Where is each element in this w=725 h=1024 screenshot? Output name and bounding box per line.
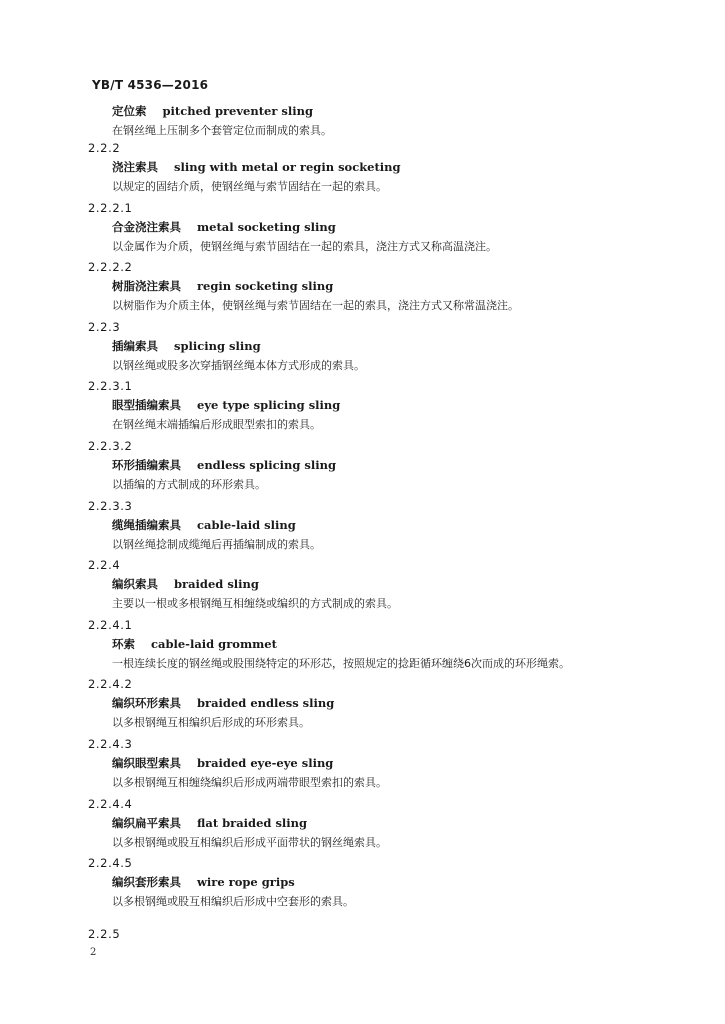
term-chinese: 插编索具	[112, 338, 158, 353]
term-entry	[0, 558, 725, 618]
clause-number: 2.2.2.2	[88, 260, 133, 275]
term-entry	[0, 104, 725, 141]
term-entry	[0, 737, 725, 797]
term-line	[112, 875, 295, 890]
term-chinese: 定位索	[112, 104, 147, 118]
term-chinese: 编织扁平索具	[112, 815, 181, 830]
term-english: cable-laid grommet	[151, 636, 277, 651]
page-number: 2	[90, 947, 97, 958]
clause-number-next: 2.2.5	[88, 927, 121, 941]
clause-number: 2.2.4.3	[88, 736, 133, 751]
clause-number: 2.2.4	[88, 558, 121, 573]
term-definition: 以多根钢绳或股互相编织后形成中空套形的索具。	[112, 895, 354, 909]
term-chinese: 缆绳插编索具	[112, 517, 181, 532]
term-entry	[0, 618, 725, 678]
term-definition: 以规定的固结介质，使钢丝绳与索节固结在一起的索具。	[112, 180, 387, 193]
term-chinese: 编织套形索具	[112, 875, 181, 890]
clause-number: 2.2.3.1	[88, 379, 133, 394]
clause-number: 2.2.2.1	[88, 200, 133, 215]
term-entry	[0, 141, 725, 201]
term-line	[112, 696, 334, 711]
term-line	[112, 816, 307, 831]
term-definition: 以多根钢绳互相缠绕编织后形成两端带眼型索扣的索具。	[112, 775, 387, 789]
clause-number: 2.2.4.5	[88, 856, 133, 871]
term-english: regin socketing sling	[197, 279, 334, 294]
term-english: eye type splicing sling	[197, 398, 341, 413]
term-english: wire rope grips	[197, 875, 295, 890]
term-line	[112, 279, 333, 294]
term-chinese: 浇注索具	[112, 160, 158, 174]
term-definition: 以插编的方式制成的环形索具。	[112, 477, 266, 491]
term-entry	[0, 379, 725, 439]
term-english: braided eye-eye sling	[197, 755, 334, 770]
term-line	[112, 458, 336, 473]
term-definition: 以钢丝绳或股多次穿插钢丝绳本体方式形成的索具。	[112, 358, 365, 372]
term-definition: 在钢丝绳末端插编后形成眼型索扣的索具。	[112, 418, 321, 432]
term-entry	[0, 499, 725, 559]
term-chinese: 编织眼型索具	[112, 755, 181, 770]
term-english: sling with metal or regin socketing	[174, 160, 401, 174]
term-chinese: 合金浇注索具	[112, 219, 181, 234]
term-english: braided endless sling	[197, 696, 335, 711]
term-english: cable-laid sling	[197, 517, 296, 532]
term-english: braided sling	[174, 577, 259, 592]
term-line	[112, 518, 296, 533]
term-line	[112, 398, 340, 413]
term-english: pitched preventer sling	[162, 104, 314, 118]
term-entry	[0, 320, 725, 380]
term-line	[112, 220, 336, 235]
term-line	[112, 160, 401, 175]
term-line	[112, 339, 261, 354]
term-chinese: 树脂浇注索具	[112, 279, 181, 294]
term-entry	[0, 677, 725, 737]
term-chinese: 环索	[112, 636, 135, 651]
term-chinese: 编织索具	[112, 577, 158, 592]
term-chinese: 环形插编索具	[112, 457, 181, 472]
term-english: metal socketing sling	[197, 219, 336, 234]
clause-number: 2.2.3.3	[88, 498, 133, 513]
term-definition: 以多根钢绳互相编织后形成的环形索具。	[112, 716, 310, 730]
term-definition: 以金属作为介质，使钢丝绳与索节固结在一起的索具，浇注方式又称高温浇注。	[112, 239, 497, 253]
clause-number: 2.2.4.1	[88, 617, 133, 632]
term-line	[112, 756, 333, 771]
term-line	[112, 104, 313, 119]
clause-number: 2.2.4.4	[88, 796, 133, 811]
term-entries-list	[0, 104, 725, 916]
term-entry	[0, 856, 725, 916]
standard-code-header: YB/T 4536—2016	[92, 78, 209, 92]
term-entry	[0, 439, 725, 499]
term-chinese: 眼型插编索具	[112, 398, 181, 413]
term-definition: 以多根钢绳或股互相编织后形成平面带状的钢丝绳索具。	[112, 835, 387, 849]
term-chinese: 编织环形索具	[112, 696, 181, 711]
term-english: splicing sling	[174, 338, 261, 353]
term-line	[112, 637, 277, 652]
term-entry	[0, 797, 725, 857]
term-definition: 在钢丝绳上压制多个套管定位而制成的索具。	[112, 124, 332, 137]
term-line	[112, 577, 259, 592]
term-definition: 主要以一根或多根钢绳互相缠绕或编织的方式制成的索具。	[112, 597, 398, 611]
term-english: endless splicing sling	[197, 457, 336, 472]
clause-number: 2.2.2	[88, 141, 121, 155]
clause-number: 2.2.3.2	[88, 438, 133, 453]
term-definition: 一根连续长度的钢丝绳或股围绕特定的环形芯，按照规定的捻距循环缠绕6次而成的环形绳索。	[112, 656, 570, 670]
clause-number: 2.2.3	[88, 319, 121, 334]
term-definition: 以树脂作为介质主体，使钢丝绳与索节固结在一起的索具，浇注方式又称常温浇注。	[112, 299, 519, 313]
term-definition: 以钢丝绳捻制成缆绳后再插编制成的索具。	[112, 537, 321, 551]
clause-number: 2.2.4.2	[88, 677, 133, 692]
term-entry	[0, 201, 725, 261]
term-english: flat braided sling	[197, 815, 308, 830]
term-entry	[0, 260, 725, 320]
